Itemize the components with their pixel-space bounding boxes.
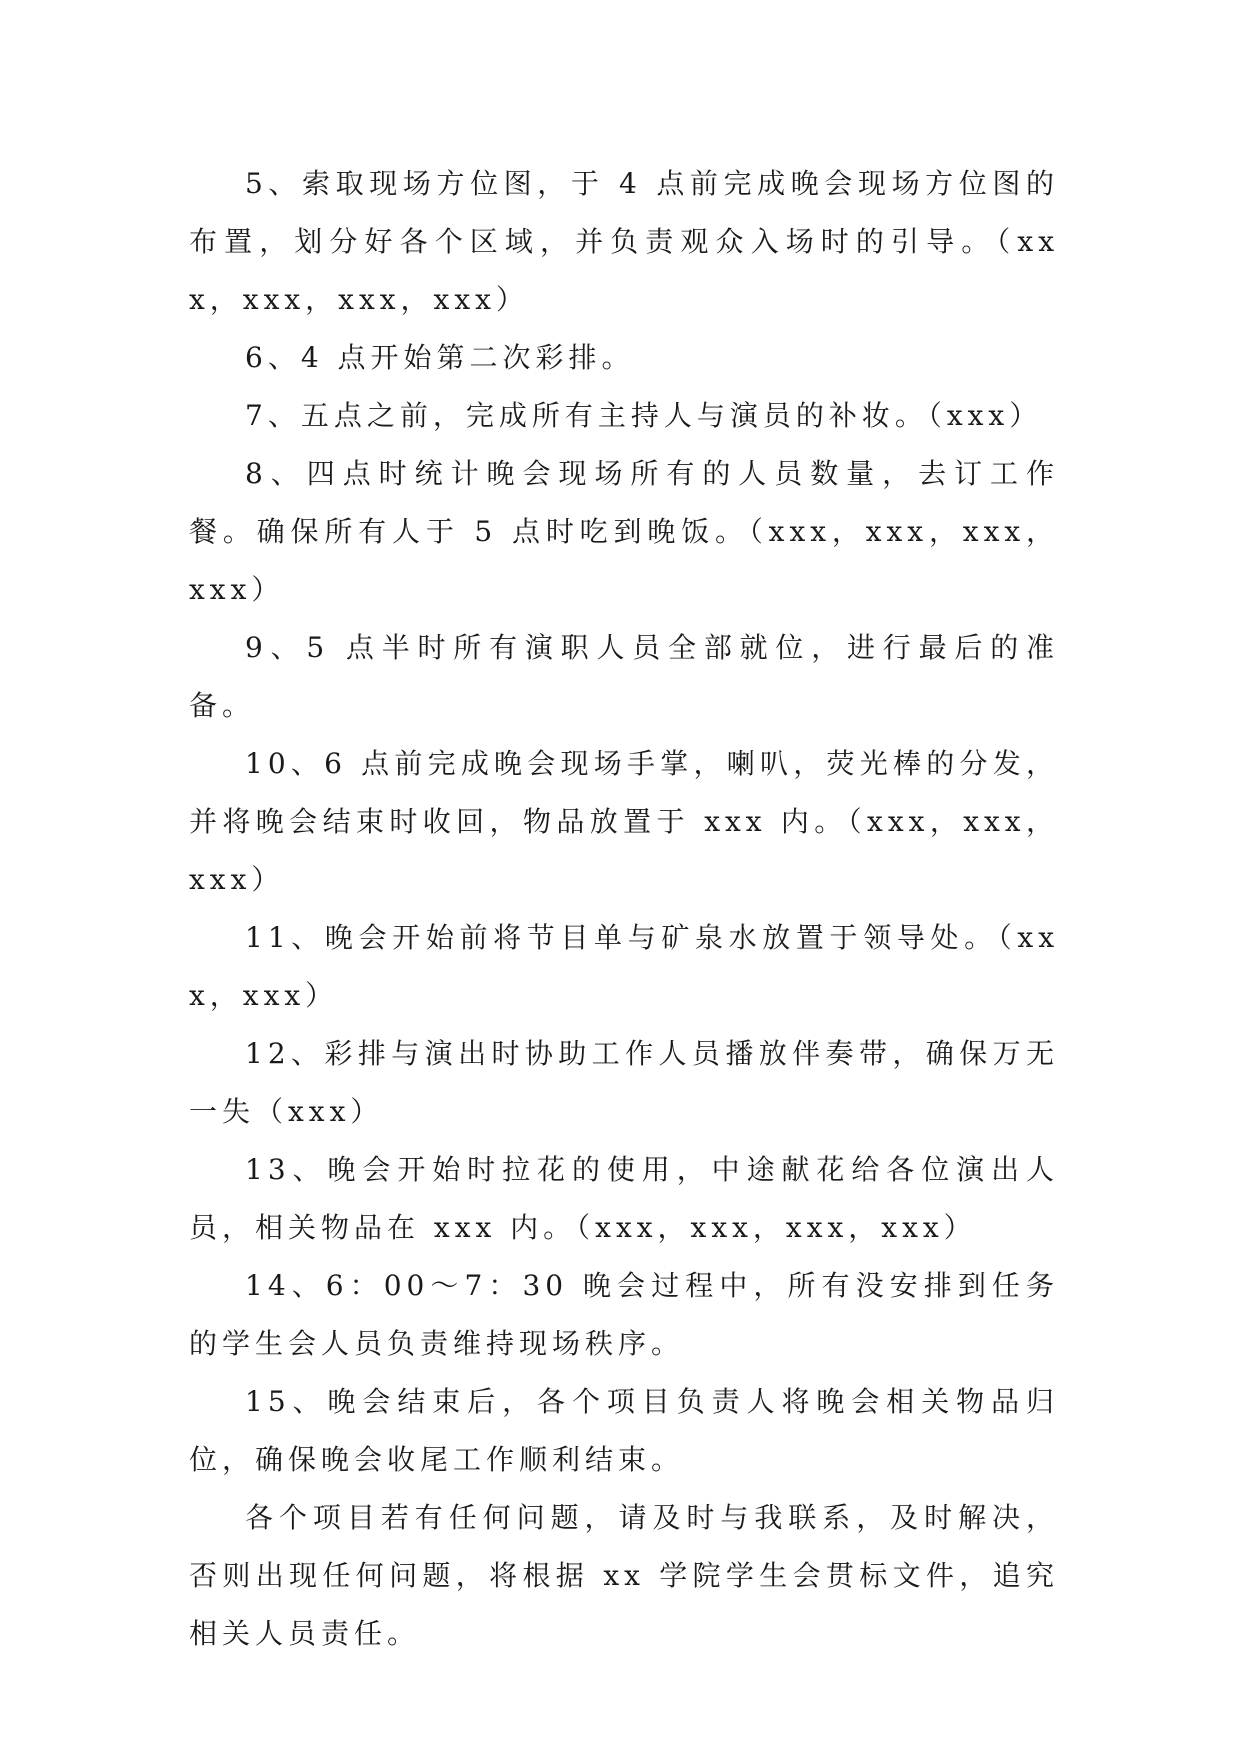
document-body <box>189 155 1059 1663</box>
paragraph-item-6: 6、4 点开始第二次彩排。 <box>245 341 635 374</box>
paragraph-item-10: 10、6 点前完成晚会现场手掌，喇叭，荧光棒的分发，并将晚会结束时收回，物品放置于 xxx 内。（xxx，xxx，xxx） <box>189 747 1059 896</box>
paragraph-item-15: 15、晚会结束后，各个项目负责人将晚会相关物品归位，确保晚会收尾工作顺利结束。 <box>189 1385 1059 1476</box>
paragraph-item-7: 7、五点之前，完成所有主持人与演员的补妆。（xxx） <box>245 399 1043 432</box>
paragraph-item-8: 8、四点时统计晚会现场所有的人员数量，去订工作餐。确保所有人于 5 点时吃到晚饭。（xxx，xxx，xxx，xxx） <box>189 457 1059 606</box>
paragraph-item-14: 14、6：00～7：30 晚会过程中，所有没安排到任务的学生会人员负责维持现场秩序。 <box>189 1269 1059 1360</box>
paragraph-item-12: 12、彩排与演出时协助工作人员播放伴奏带，确保万无一失（xxx） <box>189 1037 1059 1128</box>
paragraph-item-11: 11、晚会开始前将节目单与矿泉水放置于领导处。（xxx，xxx） <box>189 921 1059 1012</box>
paragraph-item-5: 5、索取现场方位图，于 4 点前完成晚会现场方位图的布置，划分好各个区域，并负责观众入场时的引导。（xxx，xxx，xxx，xxx） <box>189 167 1059 316</box>
paragraph-item-9: 9、5 点半时所有演职人员全部就位，进行最后的准备。 <box>189 631 1059 722</box>
closing-paragraph: 各个项目若有任何问题，请及时与我联系，及时解决，否则出现任何问题，将根据 xx 学院学生会贯标文件，追究相关人员责任。 <box>189 1501 1059 1650</box>
paragraph-item-13: 13、晚会开始时拉花的使用，中途献花给各位演出人员，相关物品在 xxx 内。（xxx，xxx，xxx，xxx） <box>189 1153 1059 1244</box>
